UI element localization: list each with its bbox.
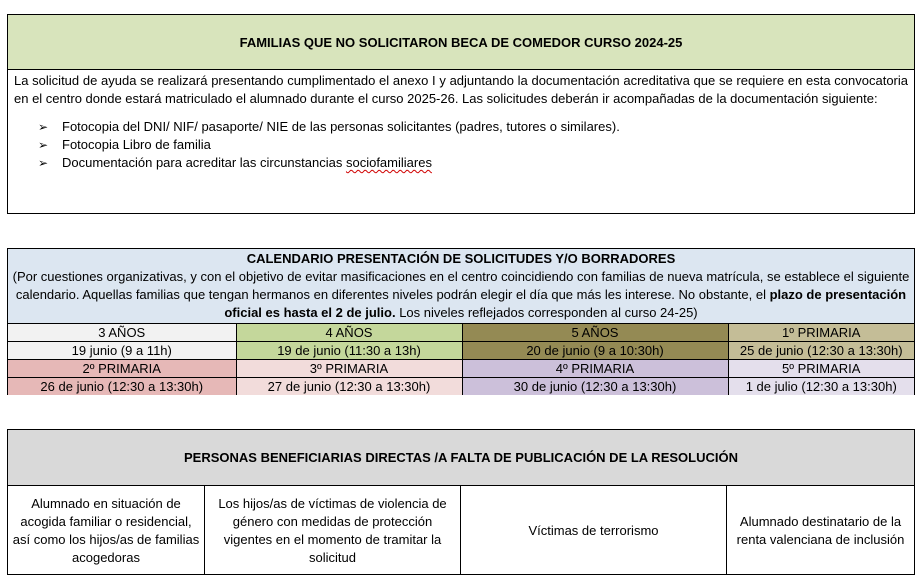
beneficiary-cell: Víctimas de terrorismo [461,486,727,575]
date-cell: 26 de junio (12:30 a 13:30h) [8,378,236,396]
calendar-description [8,268,914,322]
level-cell: 1º PRIMARIA [728,324,914,342]
beneficiary-cell: Los hijos/as de víctimas de violencia de género con medidas de protección vigentes en el momento de tramitar la solicitud [205,486,461,575]
date-cell: 19 de junio (11:30 a 13h) [236,342,462,360]
section1-intro: La solicitud de ayuda se realizará presentando cumplimentado el anexo I y adjuntando la documentación acreditativa que se requiere en esta convocatoria en el centro donde estará matriculado el alumnado durante el curso 2025-26. Las solicitudes deberán ir acompañadas de la documentación siguiente: [14,73,908,106]
date-cell: 20 de junio (9 a 10:30h) [462,342,728,360]
list-item-text: Fotocopia del DNI/ NIF/ pasaporte/ NIE de las personas solicitantes (padres, tutores o similares). [62,119,620,134]
arrow-bullet-icon: ➢ [38,156,49,170]
list-item [38,118,914,136]
list-item [38,154,914,172]
table-row [8,324,914,342]
date-cell: 27 de junio (12:30 a 13:30h) [236,378,462,396]
level-cell: 5 AÑOS [462,324,728,342]
calendar-desc-part1: (Por cuestiones organizativas, y con el objetivo de evitar masificaciones en el centro coincidiendo con familias de nueva matrícula, se establece el siguiente calendario. Aquellas familias que tengan hermanos en diferentes niveles podrán elegir el día que más les interese. No obstante, el [12,269,910,302]
beneficiary-cell: Alumnado destinatario de la renta valenciana de inclusión [736,513,905,547]
beneficiary-cell: Alumnado en situación de acogida familiar o residencial, así como los hijos/as de familias acogedoras [8,486,205,575]
date-cell: 25 de junio (12:30 a 13:30h) [728,342,914,360]
level-cell: 4º PRIMARIA [462,360,728,378]
date-cell: 30 de junio (12:30 a 13:30h) [462,378,728,396]
section-calendario [7,248,915,395]
spellcheck-word: sociofamiliares [345,155,432,170]
table-row [8,360,914,378]
table-row [8,378,914,396]
level-cell: 3 AÑOS [8,324,236,342]
document-list [8,118,914,172]
calendar-desc-part2: Los niveles reflejados corresponden al curso 24-25) [395,305,698,320]
list-item-text: Fotocopia Libro de familia [62,137,211,152]
beneficiaries-row [8,486,914,575]
arrow-bullet-icon: ➢ [38,138,49,152]
calendar-header [8,249,914,324]
calendar-table [8,324,914,395]
level-cell: 5º PRIMARIA [728,360,914,378]
date-cell: 1 de julio (12:30 a 13:30h) [728,378,914,396]
section-familias-no-solicitaron [7,14,915,214]
level-cell: 2º PRIMARIA [8,360,236,378]
list-item-text [62,154,432,172]
section3-title: PERSONAS BENEFICIARIAS DIRECTAS /A FALTA DE PUBLICACIÓN DE LA RESOLUCIÓN [8,430,914,486]
section1-title: FAMILIAS QUE NO SOLICITARON BECA DE COMEDOR CURSO 2024-25 [8,15,914,70]
level-cell: 4 AÑOS [236,324,462,342]
calendar-title: CALENDARIO PRESENTACIÓN DE SOLICITUDES Y/O BORRADORES [246,251,676,266]
list-item-text-part: Documentación para acreditar las circunstancias [62,155,346,170]
calendar-desc-deadline: plazo de presentación oficial es hasta el 2 de julio. [224,287,907,320]
level-cell: 3º PRIMARIA [236,360,462,378]
section-beneficiarias-directas [7,429,915,575]
list-item [38,136,914,154]
date-cell: 19 junio (9 a 11h) [8,342,236,360]
arrow-bullet-icon: ➢ [38,120,49,134]
table-row [8,342,914,360]
